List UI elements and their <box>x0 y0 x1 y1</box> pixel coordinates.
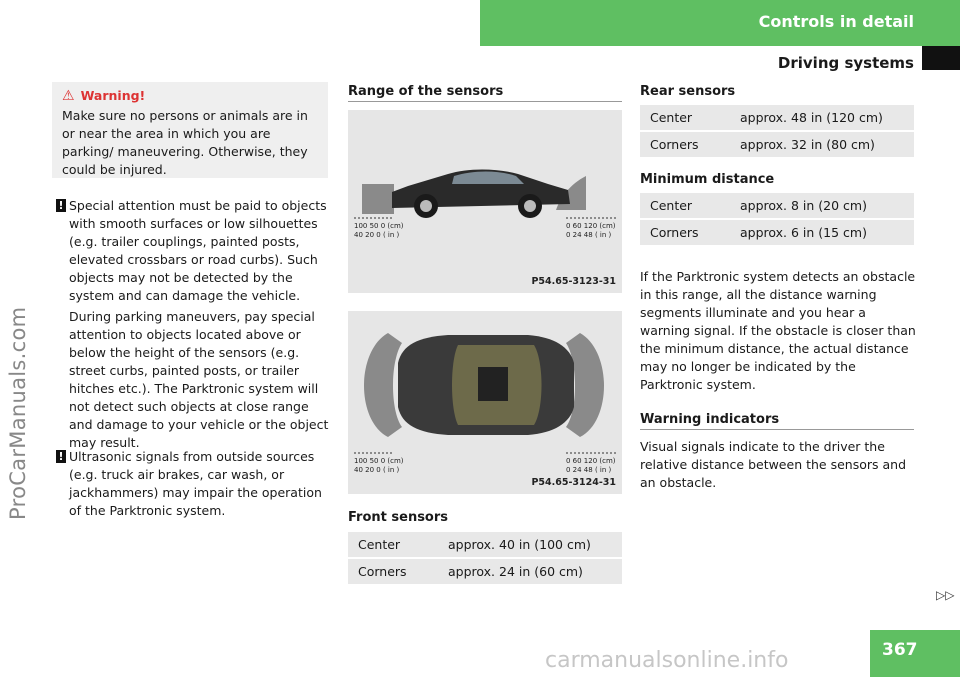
table-row <box>348 559 622 584</box>
chapter-title: Controls in detail <box>758 12 914 31</box>
warning-indicators-rule <box>640 429 914 430</box>
front-center-label: Center <box>348 532 438 557</box>
scale-right-in: 0 24 48 ( in ) <box>566 466 612 474</box>
scale-right-in: 0 24 48 ( in ) <box>566 231 612 239</box>
warning-triangle-icon: ⚠ <box>62 88 75 104</box>
notice-exclamation-icon: ! <box>56 199 66 212</box>
scale-left-in: 40 20 0 ( in ) <box>354 231 400 239</box>
figure-2-label: P54.65-3124-31 <box>531 477 616 488</box>
rear-corners-value: approx. 32 in (80 cm) <box>730 132 914 157</box>
notice-1-paragraph-1: Special attention must be paid to objects with smooth surfaces or low silhouettes (e.g. trailer couplings, painted posts, elevated crossbars or road curbs). Such objects may not be detected by the system and can damage the vehicle. <box>69 198 327 303</box>
warning-title-text: Warning! <box>80 88 146 103</box>
rear-sensors-table <box>640 103 914 159</box>
minimum-distance-table <box>640 191 914 247</box>
min-center-value: approx. 8 in (20 cm) <box>730 193 914 218</box>
warning-text: Make sure no persons or animals are in or near the area in which you are parking/ maneuvering. Otherwise, they could be injured. <box>62 108 308 177</box>
scale-right-cm: 0 60 120 (cm) <box>566 457 616 465</box>
min-center-label: Center <box>640 193 730 218</box>
table-row <box>640 105 914 130</box>
table-row <box>348 532 622 557</box>
notice-1-paragraph-2: During parking maneuvers, pay special attention to objects located above or below the height of the sensors (e.g. street curbs, painted posts, or trailer hitches etc.). The Parktronic system will not detect such objects at close range and damage to your vehicle or the object may result. <box>69 309 329 450</box>
sensor-range-top-figure <box>348 311 622 494</box>
rear-corners-label: Corners <box>640 132 730 157</box>
notice-2-paragraph-1: Ultrasonic signals from outside sources (e.g. truck air brakes, car wash, or jackhammers) may impair the operation of the Parktronic system. <box>69 449 322 518</box>
warning-title <box>62 88 145 104</box>
rear-center-value: approx. 48 in (120 cm) <box>730 105 914 130</box>
next-page-arrow-icon: ▷▷ <box>936 588 955 602</box>
parktronic-paragraph: If the Parktronic system detects an obstacle in this range, all the distance warning segments illuminate and you hear a warning signal. If the obstacle is closer than the minimum distance, the actual distance may no longer be indicated by the Parktronic system. <box>640 269 916 392</box>
table-row <box>640 193 914 218</box>
range-rule <box>348 101 622 102</box>
scale-left-cm: 100 50 0 (cm) <box>354 222 404 230</box>
front-corners-label: Corners <box>348 559 438 584</box>
minimum-distance-heading: Minimum distance <box>640 172 775 187</box>
scale-right-cm: 0 60 120 (cm) <box>566 222 616 230</box>
table-row <box>640 220 914 245</box>
warning-indicators-heading: Warning indicators <box>640 412 780 427</box>
rear-center-label: Center <box>640 105 730 130</box>
notice-1 <box>56 197 332 452</box>
front-corners-value: approx. 24 in (60 cm) <box>438 559 622 584</box>
bottom-watermark: carmanualsonline.info <box>545 648 789 673</box>
page-number: 367 <box>882 640 918 660</box>
rear-sensors-heading: Rear sensors <box>640 84 736 99</box>
section-title: Driving systems <box>777 54 914 72</box>
scale-left-in: 40 20 0 ( in ) <box>354 466 400 474</box>
min-corners-value: approx. 6 in (15 cm) <box>730 220 914 245</box>
section-tab <box>922 46 960 70</box>
notice-exclamation-icon: ! <box>56 450 66 463</box>
front-sensors-heading: Front sensors <box>348 510 449 525</box>
scale-left-cm: 100 50 0 (cm) <box>354 457 404 465</box>
range-heading: Range of the sensors <box>348 84 504 99</box>
car-side-view-illustration <box>348 110 622 293</box>
front-center-value: approx. 40 in (100 cm) <box>438 532 622 557</box>
sensor-range-side-figure <box>348 110 622 293</box>
figure-1-label: P54.65-3123-31 <box>531 276 616 287</box>
front-sensors-table <box>348 530 622 586</box>
min-corners-label: Corners <box>640 220 730 245</box>
side-watermark: ProCarManuals.com <box>6 306 30 520</box>
notice-2 <box>56 448 332 520</box>
table-row <box>640 132 914 157</box>
warning-indicators-text: Visual signals indicate to the driver the relative distance between the sensors and an obstacle. <box>640 439 907 490</box>
